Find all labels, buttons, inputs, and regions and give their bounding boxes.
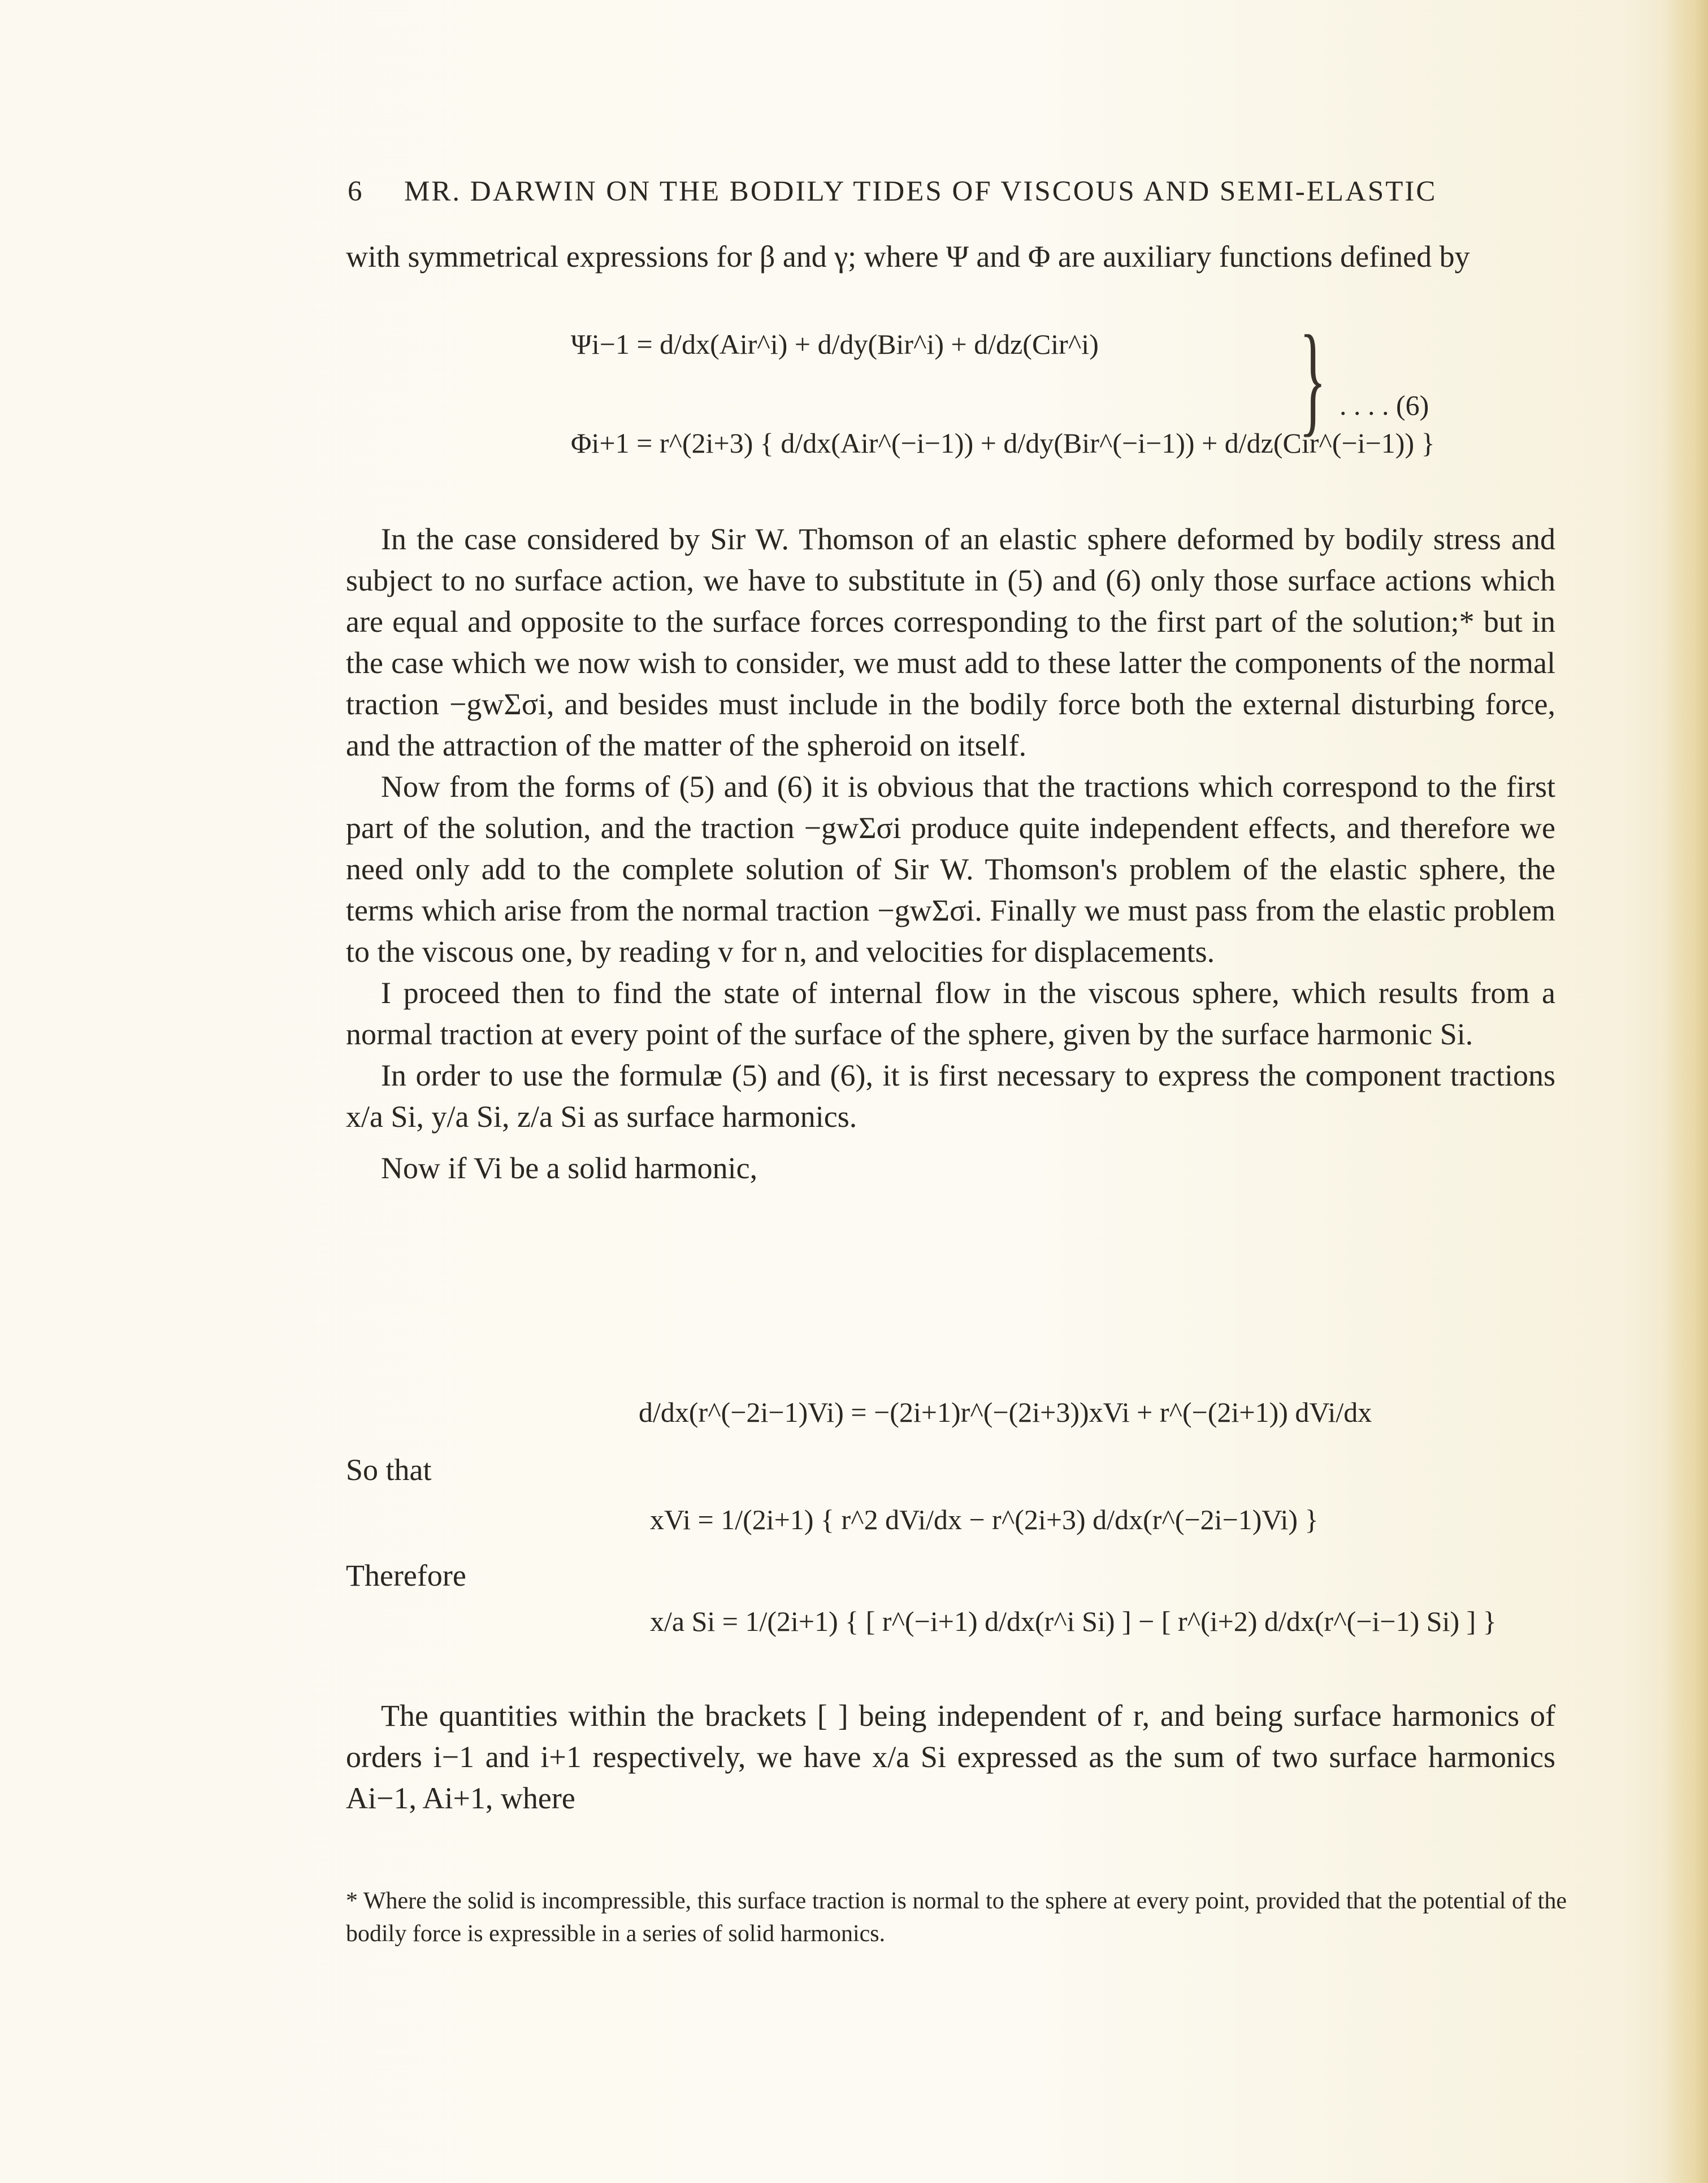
equation-6-number: . . . . (6): [1339, 389, 1429, 421]
equation-c-text: x/a Si = 1/(2i+1) { [ r^(−i+1) d/dx(r^i Si) ] − [ r^(i+2) d/dx(r^(−i−1) Si) ] }: [650, 1605, 1497, 1637]
paragraph-4: In order to use the formulæ (5) and (6), it is first necessary to express the component tractions x/a Si, y/a Si, z/a Si as surface harmonics.: [346, 1058, 1555, 1134]
equation-6-brace: }: [1299, 310, 1326, 448]
equation-psi-text: Ψi−1 = d/dx(Air^i) + d/dy(Bir^i) + d/dz(Cir^i): [571, 328, 1099, 360]
equation-a-text: d/dx(r^(−2i−1)Vi) = −(2i+1)r^(−(2i+3))xVi + r^(−(2i+1)) dVi/dx: [639, 1396, 1372, 1428]
footnote: * Where the solid is incompressible, this surface traction is normal to the sphere at every point, provided that the potential of the bodily force is expressible in a series of solid harmonics.: [346, 1888, 1567, 1947]
page-edge: [1663, 0, 1708, 2183]
paragraph-2: Now from the forms of (5) and (6) it is obvious that the tractions which correspond to the first part of the solution, and the traction −gwΣσi produce quite independent effects, and therefore we need only add to the complete solution of Sir W. Thomson's problem of the elastic sphere, the terms which arise from the normal traction −gwΣσi. Finally we must pass from the elastic problem to the viscous one, by reading v for n, and velocities for displacements.: [346, 770, 1555, 969]
label-so-that: So that: [346, 1453, 432, 1487]
paragraph-5: Now if Vi be a solid harmonic,: [381, 1151, 758, 1185]
equation-a: [639, 1396, 1372, 1429]
label-therefore: Therefore: [346, 1559, 466, 1592]
equation-psi: [571, 328, 1099, 361]
body-text: [346, 519, 1555, 1189]
running-header: [348, 175, 1495, 208]
intro-line: with symmetrical expressions for β and γ; where Ψ and Φ are auxiliary functions defined by: [346, 240, 1470, 274]
equation-b-text: xVi = 1/(2i+1) { r^2 dVi/dx − r^(2i+3) d/dx(r^(−2i−1)Vi) }: [650, 1504, 1319, 1535]
equation-b: [650, 1503, 1319, 1536]
page-number: 6: [348, 176, 364, 207]
intro-paragraph: [346, 236, 1555, 277]
paragraph-1: In the case considered by Sir W. Thomson of an elastic sphere deformed by bodily stress and subject to no surface action, we have to substitute in (5) and (6) only those surface actions which are equal and opposite to the surface forces corresponding to the first part of the solution;* but in the case which we now wish to consider, we must add to these latter the components of the normal traction −gwΣσi, and besides must include in the bodily force both the external disturbing force, and the attraction of the matter of the spheroid on itself.: [346, 522, 1555, 762]
running-title: MR. DARWIN ON THE BODILY TIDES OF VISCOUS AND SEMI-ELASTIC: [404, 176, 1437, 207]
equation-phi-text: Φi+1 = r^(2i+3) { d/dx(Air^(−i−1)) + d/dy(Bir^(−i−1)) + d/dz(Cir^(−i−1)) }: [571, 427, 1435, 459]
closing-paragraph: [346, 1695, 1555, 1819]
equation-c: [650, 1605, 1497, 1638]
paragraph-closing: The quantities within the brackets [ ] being independent of r, and being surface harmonics of orders i−1 and i+1 respectively, we have x/a Si expressed as the sum of two surface harmonics Ai−1, Ai+1, where: [346, 1699, 1555, 1815]
paragraph-3: I proceed then to find the state of internal flow in the viscous sphere, which results from a normal traction at every point of the surface of the sphere, given by the surface harmonic Si.: [346, 976, 1555, 1051]
